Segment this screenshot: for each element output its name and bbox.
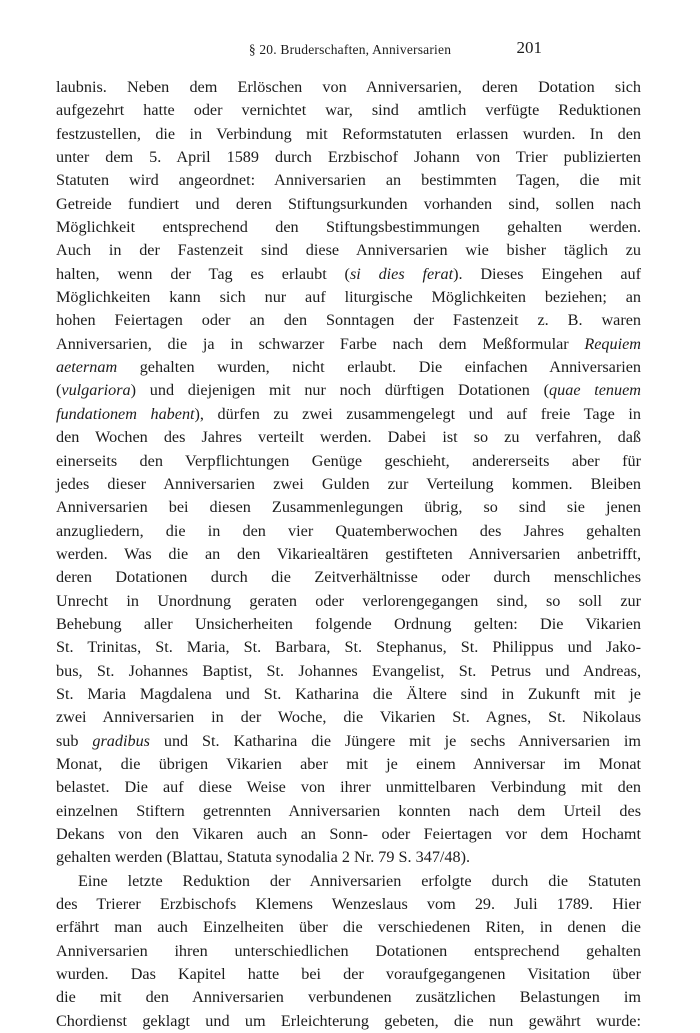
text-segment: Monat, die übrigen Vikarien aber mit je einem Anniversar im Monat <box>56 754 641 773</box>
text-segment: deren Dotationen durch die Zeitverhältnisse oder durch menschliches <box>56 568 641 587</box>
text-line <box>56 193 641 216</box>
text-segment: die mit den Anniversarien verbundenen zusätzlichen Belastungen im <box>56 988 641 1007</box>
text-segment: Behebung aller Unsicherheiten folgende Ordnung gelten: Die Vikarien <box>56 614 641 633</box>
italic-term: vulgariora <box>61 381 131 400</box>
text-segment: des Trierer Erzbischofs Klemens Wenzeslaus vom 29. Juli 1789. Hier <box>56 895 641 914</box>
text-line <box>56 123 641 146</box>
text-line <box>56 613 641 636</box>
text-segment: Auch in der Fastenzeit sind diese Anniversarien wie bisher täglich zu <box>56 241 641 260</box>
text-segment: laubnis. Neben dem Erlöschen von Anniversarien, deren Dotation sich <box>56 78 641 96</box>
body-text <box>56 76 641 1033</box>
text-line <box>56 356 641 379</box>
page-number: 201 <box>516 38 542 57</box>
text-line <box>56 450 641 473</box>
text-segment: Eine letzte Reduktion der Anniversarien erfolgte durch die Statuten <box>78 871 641 890</box>
text-segment: einzelnen Stiftern getrennten Anniversarien konnten nach dem Urteil des <box>56 801 641 820</box>
text-segment: gehalten wurden, nicht erlaubt. Die einfachen Anniversarien <box>117 358 641 377</box>
text-segment: Möglichkeiten kann sich nur auf liturgische Möglichkeiten beziehen; an <box>56 288 641 307</box>
text-line <box>56 379 641 402</box>
text-line <box>56 333 641 356</box>
text-segment: anzugliedern, die in den vier Quatemberwochen des Jahres gehalten <box>56 521 641 540</box>
text-segment: Anniversarien, die ja in schwarzer Farbe nach dem Meßformular <box>56 334 585 353</box>
text-line <box>56 239 641 262</box>
text-segment: halten, wenn der Tag es erlaubt ( <box>56 264 350 283</box>
text-line <box>56 566 641 589</box>
text-segment: Möglichkeit entsprechend den Stiftungsbestimmungen gehalten werden. <box>56 218 641 237</box>
text-segment: aufgezehrt hatte oder vernichtet war, sind amtlich verfügte Reduktionen <box>56 101 641 120</box>
text-segment: ), dürfen zu zwei zusammengelegt und auf freie Tage in <box>194 404 641 423</box>
text-segment: Getreide fundiert und deren Stiftungsurkunden vorhanden sind, sollen nach <box>56 194 641 213</box>
italic-term: aeternam <box>56 358 118 377</box>
text-line <box>56 426 641 449</box>
text-line <box>56 636 641 659</box>
text-line <box>56 800 641 823</box>
italic-term: Requiem <box>584 334 641 353</box>
text-line <box>56 263 641 286</box>
running-title: § 20. Bruderschaften, Anniversarien <box>248 42 452 57</box>
text-segment: Anniversarien bei diesen Zusammenlegungen übrig, so sind sie jenen <box>56 498 641 517</box>
text-line <box>56 76 641 99</box>
text-line <box>56 916 641 939</box>
text-segment: zwei Anniversarien in der Woche, die Vikarien St. Agnes, St. Nikolaus <box>56 708 641 727</box>
text-line <box>56 309 641 332</box>
text-line <box>56 963 641 986</box>
text-line <box>56 660 641 683</box>
italic-term: gradibus <box>92 731 150 750</box>
text-line <box>56 846 641 869</box>
text-segment: unter dem 5. April 1589 durch Erzbischof Johann von Trier publizierten <box>56 148 641 167</box>
text-line <box>56 520 641 543</box>
text-segment: ( <box>56 381 62 400</box>
text-segment: Chordienst geklagt und um Erleichterung gebeten, die nun gewährt wurde: <box>56 1011 641 1030</box>
text-line <box>56 823 641 846</box>
text-segment: St. Maria Magdalena und St. Katharina die Ältere sind in Zukunft mit je <box>56 684 641 703</box>
text-segment: Statuten wird angeordnet: Anniversarien an bestimmten Tagen, die mit <box>56 171 641 190</box>
text-line <box>56 403 641 426</box>
text-segment: bus, St. Johannes Baptist, St. Johannes Evangelist, St. Petrus und Andreas, <box>56 661 641 680</box>
text-line <box>56 940 641 963</box>
text-segment: hohen Feiertagen oder an den Sonntagen der Fastenzeit z. B. waren <box>56 311 641 330</box>
text-line <box>56 590 641 613</box>
text-segment: St. Trinitas, St. Maria, St. Barbara, St. Stephanus, St. Philippus und Jako- <box>56 638 641 657</box>
text-line <box>56 730 641 753</box>
italic-term: quae tenuem <box>549 381 641 400</box>
text-line <box>56 473 641 496</box>
text-segment: ). Dieses Eingehen auf <box>453 264 641 283</box>
text-line <box>56 169 641 192</box>
text-segment: den Wochen des Jahres verteilt werden. Dabei ist so zu verfahren, daß <box>56 428 641 447</box>
text-segment: Dekans von den Vikaren auch an Sonn- oder Feiertagen vor dem Hochamt <box>56 825 641 843</box>
text-segment: einerseits den Verpflichtungen Genüge geschieht, andererseits aber für <box>56 451 641 470</box>
text-segment: belastet. Die auf diese Weise von ihrer unmittelbaren Verbindung mit den <box>56 778 641 797</box>
italic-term: fundationem habent <box>56 404 195 423</box>
text-line <box>56 893 641 916</box>
text-segment: ) und diejenigen mit nur noch dürftigen Dotationen ( <box>130 381 550 400</box>
text-line <box>56 776 641 799</box>
text-segment: gehalten werden (Blattau, Statuta synodalia 2 Nr. 79 S. 347/48). <box>56 848 471 867</box>
text-line <box>56 286 641 309</box>
text-segment: und St. Katharina die Jüngere mit je sechs Anniversarien im <box>149 731 641 750</box>
text-line <box>56 1010 641 1033</box>
text-line <box>56 986 641 1009</box>
text-segment: Unrecht in Unordnung geraten oder verlorengegangen sind, so soll zur <box>56 591 641 610</box>
text-line <box>56 683 641 706</box>
running-head <box>0 38 700 60</box>
text-segment: jedes dieser Anniversarien zwei Gulden zur Verteilung kommen. Bleiben <box>56 474 641 493</box>
italic-term: si dies ferat <box>349 264 454 283</box>
text-line <box>56 99 641 122</box>
text-line <box>56 753 641 776</box>
text-line <box>56 543 641 566</box>
text-segment: Anniversarien ihren unterschiedlichen Dotationen entsprechend gehalten <box>56 941 641 960</box>
text-line <box>56 706 641 729</box>
text-segment: werden. Was die an den Vikariealtären gestifteten Anniversarien anbetrifft, <box>56 544 641 563</box>
text-segment: erfährt man auch Einzelheiten über die verschiedenen Riten, in denen die <box>56 918 641 937</box>
text-line <box>56 216 641 239</box>
text-segment: festzustellen, die in Verbindung mit Reformstatuten erlassen wurden. In den <box>56 124 641 143</box>
text-line <box>56 870 641 893</box>
text-line <box>56 146 641 169</box>
text-segment: sub <box>56 731 93 750</box>
text-line <box>56 496 641 519</box>
text-segment: wurden. Das Kapitel hatte bei der voraufgegangenen Visitation über <box>56 965 641 984</box>
